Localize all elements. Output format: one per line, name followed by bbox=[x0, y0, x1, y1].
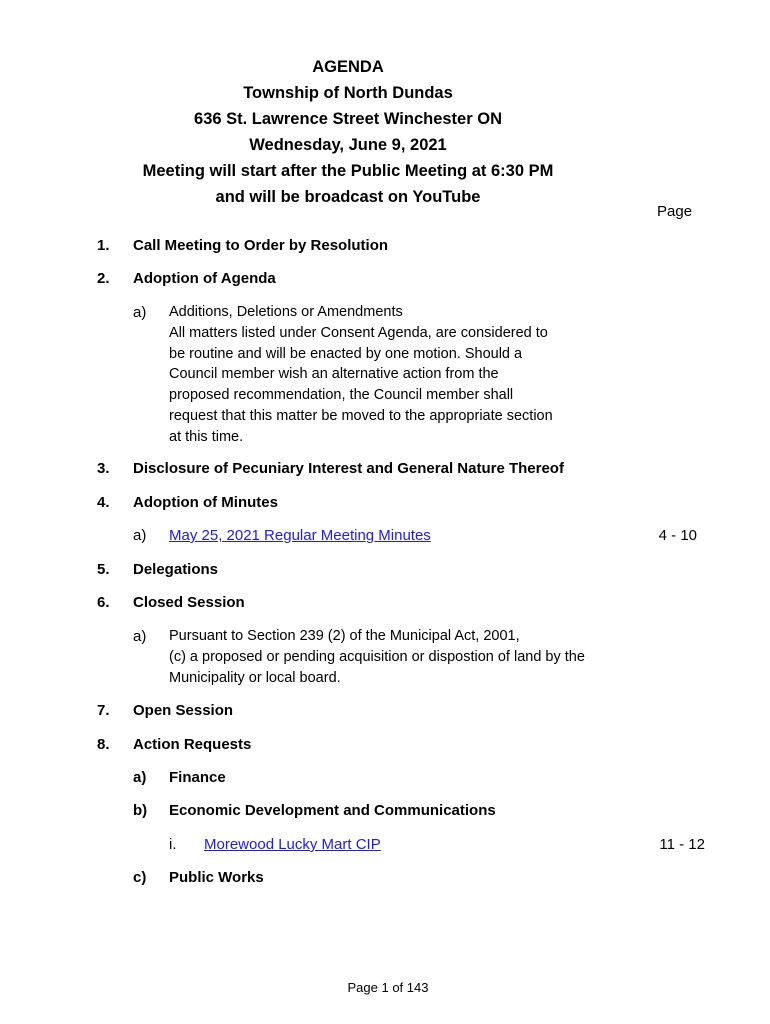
morewood-lucky-mart-link[interactable]: Morewood Lucky Mart CIP bbox=[204, 836, 381, 853]
header-date: Wednesday, June 9, 2021 bbox=[249, 136, 447, 154]
item-number: 2. bbox=[97, 270, 110, 287]
subitem-letter: a) bbox=[133, 628, 147, 645]
text-line: All matters listed under Consent Agenda, are considered to bbox=[169, 324, 548, 341]
page-column-label: Page bbox=[657, 203, 693, 220]
item-number: 4. bbox=[97, 494, 110, 511]
subitem-letter: b) bbox=[133, 802, 148, 819]
subitem-title-economic-development: Economic Development and Communications bbox=[169, 802, 496, 819]
item-title-closed-session: Closed Session bbox=[133, 594, 245, 611]
header-township: Township of North Dundas bbox=[243, 84, 453, 102]
text-line: Municipality or local board. bbox=[169, 669, 341, 686]
item-number: 7. bbox=[97, 702, 110, 719]
subitem-title-public-works: Public Works bbox=[169, 869, 264, 886]
header-title: AGENDA bbox=[312, 58, 384, 76]
text-line: request that this matter be moved to the appropriate section bbox=[169, 407, 553, 424]
subitem-letter: a) bbox=[133, 304, 147, 321]
subitem-letter: c) bbox=[133, 869, 147, 886]
text-line: proposed recommendation, the Council member shall bbox=[169, 387, 514, 404]
item-title-call-to-order: Call Meeting to Order by Resolution bbox=[133, 237, 389, 254]
header-start-time: Meeting will start after the Public Meeting at 6:30 PM bbox=[142, 162, 554, 180]
item-number: 3. bbox=[97, 460, 110, 477]
roman-numeral: i. bbox=[169, 836, 177, 853]
item-title-adoption-agenda: Adoption of Agenda bbox=[133, 270, 276, 287]
minutes-may-25-link[interactable]: May 25, 2021 Regular Meeting Minutes bbox=[169, 527, 431, 544]
item-title-action-requests: Action Requests bbox=[133, 736, 252, 753]
subitem-letter: a) bbox=[133, 527, 147, 544]
text-line: Pursuant to Section 239 (2) of the Municipal Act, 2001, bbox=[169, 628, 520, 644]
item-title-adoption-minutes: Adoption of Minutes bbox=[133, 494, 278, 511]
text-line: at this time. bbox=[169, 428, 244, 445]
subitem-title-finance: Finance bbox=[169, 769, 226, 786]
header-address: 636 St. Lawrence Street Winchester ON bbox=[194, 110, 502, 128]
text-line: (c) a proposed or pending acquisition or dispostion of land by the bbox=[169, 648, 585, 665]
item-number: 1. bbox=[97, 237, 110, 254]
page-footer: Page 1 of 143 bbox=[347, 980, 429, 995]
header-broadcast: and will be broadcast on YouTube bbox=[215, 188, 481, 206]
item-number: 6. bbox=[97, 594, 110, 611]
text-line: be routine and will be enacted by one motion. Should a bbox=[169, 345, 523, 362]
page-range: 4 - 10 bbox=[658, 527, 697, 544]
closed-session-text bbox=[169, 626, 585, 688]
item-number: 5. bbox=[97, 561, 110, 578]
item-title-disclosure: Disclosure of Pecuniary Interest and General Nature Thereof bbox=[133, 460, 564, 477]
agenda-amendments-text bbox=[169, 302, 553, 448]
page-range: 11 - 12 bbox=[659, 836, 705, 853]
subitem-letter: a) bbox=[133, 769, 147, 786]
text-line: Council member wish an alternative action from the bbox=[169, 366, 499, 383]
item-title-open-session: Open Session bbox=[133, 702, 234, 719]
item-number: 8. bbox=[97, 736, 110, 753]
item-title-delegations: Delegations bbox=[133, 561, 219, 578]
text-line: Additions, Deletions or Amendments bbox=[169, 304, 403, 320]
